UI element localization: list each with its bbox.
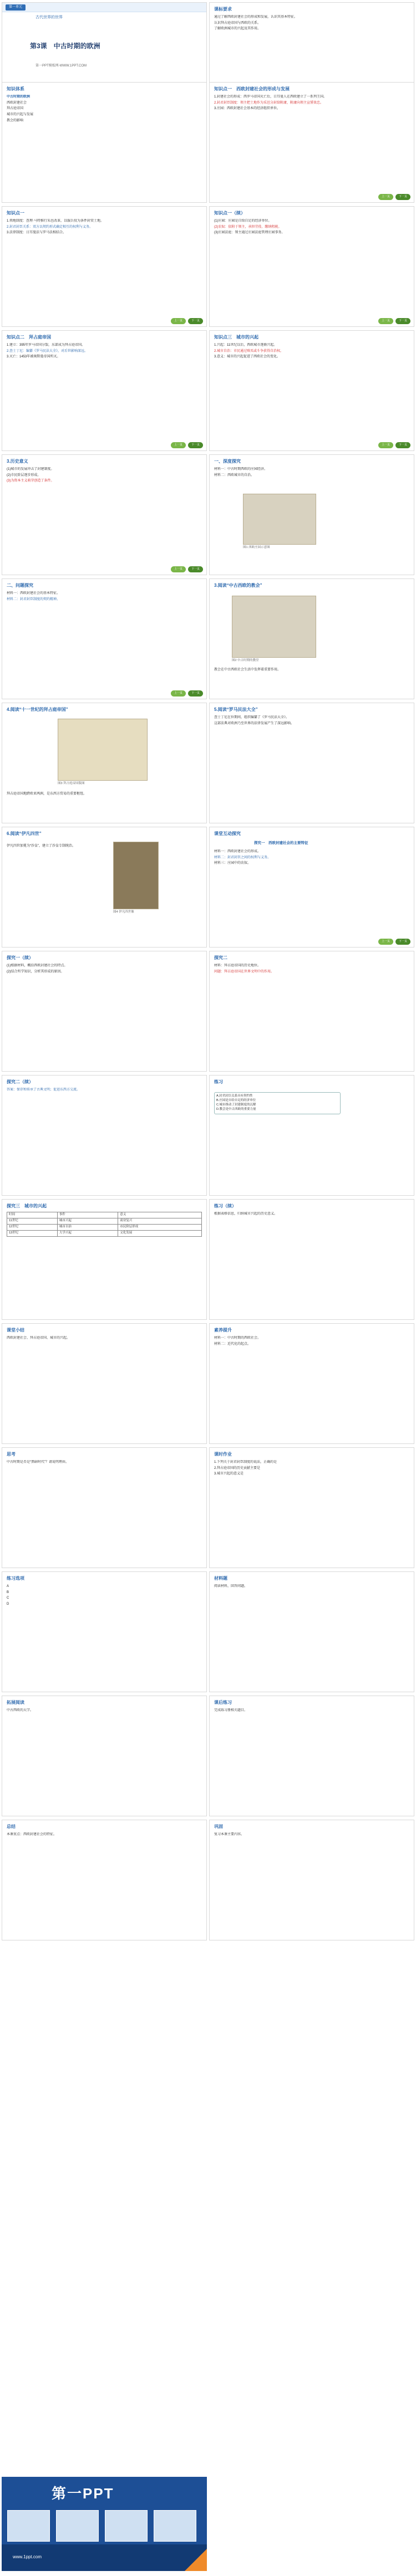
text-line: 3.灭亡：1453年被奥斯曼帝国所灭。 (7, 355, 60, 359)
prev-button[interactable]: 上一页 (171, 318, 186, 324)
slide-literacy (209, 1323, 414, 1444)
template-thumb[interactable] (105, 2510, 148, 2542)
template-thumb[interactable] (7, 2510, 50, 2542)
text-line: 1.下列关于封君封臣制度的说法，正确的是 (214, 1461, 277, 1464)
church-image (232, 596, 316, 658)
standard-item: 通过了解西欧封建社会的形成和发展，认识其基本特征。 (214, 16, 298, 19)
slide-roman-law (209, 703, 414, 823)
unit-tag: 第一单元 (6, 4, 26, 11)
slide-title: 知识点一 西欧封建社会的形成与发展 (214, 86, 290, 91)
option-d[interactable]: D.教会是中古西欧的重要力量 (216, 1107, 256, 1111)
text-line: 材料二：西欧城市的自治。 (214, 473, 255, 477)
text-line: (3)庄园法庭：领主通过庄园法庭管理庄园事务。 (214, 231, 285, 235)
slide-practice-2 (209, 1199, 414, 1320)
slide-title: 3.历史意义 (7, 459, 28, 464)
slide-knowledge-2 (2, 330, 207, 451)
option-b[interactable]: B (7, 1590, 9, 1594)
text-line: 材料二：封君封臣之间的权利与义务。 (214, 856, 271, 859)
option-d[interactable]: D (7, 1602, 9, 1606)
table-row (7, 1212, 202, 1218)
text-line: 西欧封建社会、拜占庭帝国、城市的兴起。 (7, 1336, 70, 1340)
prev-button[interactable]: 上一页 (171, 566, 186, 572)
prev-button[interactable]: 上一页 (171, 690, 186, 697)
ivan-portrait-image (113, 842, 159, 909)
slide-title: 课时作业 (214, 1452, 232, 1457)
slide-title: 3.阅读“中古西欧的教会” (214, 583, 262, 588)
image-caption: 图2 中古时期的教堂 (232, 659, 259, 662)
table-cell: 11世纪 (7, 1218, 58, 1224)
option-b[interactable]: B.庄园是自给自足的经济单位 (216, 1098, 256, 1102)
slide-title: 知识体系 (7, 86, 24, 91)
slide-title: 知识点一 (7, 211, 24, 216)
text-line: 伊凡四世加冕为“沙皇”，建立了沙皇专制统治。 (7, 844, 75, 848)
ppt-logo: 第一PPT (52, 2485, 114, 2502)
system-heading: 中古时期的欧洲 (7, 95, 31, 99)
standard-item: 认识拜占庭帝国与西欧的关系。 (214, 21, 261, 25)
slide-title: 知识点三 城市的兴起 (214, 335, 258, 340)
text-line: 材料：拜占庭帝国的历史地位。 (214, 964, 261, 967)
slide-deep-explore (209, 454, 414, 575)
text-line: 3.意义：城市的兴起促进了西欧社会的变化。 (214, 355, 281, 359)
prev-button[interactable]: 上一页 (378, 442, 393, 448)
text-line: 教会在中古西欧社会生活中发挥着重要作用。 (214, 668, 281, 672)
next-button[interactable]: 下一页 (188, 442, 203, 448)
slide-problem-explore (2, 578, 207, 699)
table-cell: 时间 (7, 1212, 58, 1218)
slide-subtitle: 探究一 西欧封建社会的主要特征 (254, 841, 308, 845)
slide-title: 5.阅读“罗马民法大全” (214, 707, 258, 712)
system-branch: 城市的兴起与发展 (7, 113, 34, 117)
slide-title: 知识点二 拜占庭帝国 (7, 335, 51, 340)
slide-explore-3 (2, 1199, 207, 1320)
text-line: 问题：拜占庭帝国在世界文明中的作用。 (214, 970, 275, 974)
standard-item: 了解欧洲城市的兴起及其作用。 (214, 27, 261, 31)
table-cell: 大学兴起 (57, 1230, 118, 1236)
next-button[interactable]: 下一页 (395, 939, 410, 945)
slide-knowledge-system (2, 82, 207, 203)
text-line: 材料二：封君封臣制度的契约精神。 (7, 597, 60, 601)
text-line: (2)农奴：依附于领主，承担劳役、缴纳租税。 (214, 225, 282, 229)
slide-practice (209, 1075, 414, 1196)
table-cell: 13世纪 (7, 1230, 58, 1236)
slide-title: 总结 (7, 1824, 16, 1829)
text-line: 2.查士丁尼：编纂《罗马民法大全》，对后世影响深远。 (7, 349, 88, 353)
table-cell: 文化发展 (118, 1230, 202, 1236)
slide-church (209, 578, 414, 699)
text-line: 1.封建社会的形成：西罗马帝国灭亡后，日耳曼人在西欧建立了一系列王国。 (214, 95, 327, 99)
text-line: 本课重点：西欧封建社会的特征。 (7, 1833, 57, 1836)
text-line: 拜占庭帝国地跨欧亚两洲，是东西方贸易的重要枢纽。 (7, 792, 87, 796)
next-button[interactable]: 下一页 (188, 566, 203, 572)
text-line: 3.庄园：西欧封建社会基本的经济组织单位。 (214, 107, 281, 111)
slide-explore-2 (209, 951, 414, 1072)
text-line: 3.城市兴起的意义是 (214, 1472, 244, 1476)
footer-strip (2, 2544, 207, 2571)
image-caption: 图4 伊凡四世像 (113, 910, 134, 914)
slide-ivan (2, 827, 207, 948)
text-line: 中古西欧的大学。 (7, 1709, 34, 1712)
prev-button[interactable]: 上一页 (378, 939, 393, 945)
slide-title: 探究二 (214, 955, 227, 960)
slide-knowledge-1b (2, 206, 207, 327)
table-cell: 12世纪 (7, 1224, 58, 1230)
next-button[interactable]: 下一页 (188, 690, 203, 697)
text-line: 这部法典对欧洲乃至世界的法律发展产生了深远影响。 (214, 721, 295, 725)
text-line: 材料三：庄园中的农奴。 (214, 862, 251, 866)
table-row (7, 1230, 202, 1236)
text-line: 查士丁尼在位期间，组织编纂了《罗马民法大全》。 (214, 716, 290, 719)
text-line: 复习本课主要内容。 (214, 1833, 245, 1836)
text-line: 完成练习册相关题目。 (214, 1709, 248, 1712)
slide-classroom-explore (209, 827, 414, 948)
slide-options (2, 1571, 207, 1692)
manor-map-image (243, 494, 316, 545)
prev-button[interactable]: 上一页 (378, 318, 393, 324)
slide-title: 探究二（续） (7, 1079, 33, 1084)
next-button[interactable]: 下一页 (395, 442, 410, 448)
text-line: (3)为资本主义萌芽创造了条件。 (7, 479, 54, 483)
text-line: 2.拜占庭帝国的历史贡献主要是 (214, 1466, 261, 1470)
slide-knowledge-3 (209, 330, 414, 451)
image-caption: 图3 拜占庭帝国版图 (58, 782, 85, 785)
slide-title: 探究一（续） (7, 955, 33, 960)
text-line: 2.封君封臣关系：双方以契约形式确定相互的权利与义务。 (7, 225, 93, 229)
text-line: 根据表格信息，归纳城市兴起的历史意义。 (214, 1212, 278, 1216)
text-line: 1.领地制度：查理·马特推行采邑改革，以服兵役为条件封赏土地。 (7, 219, 104, 223)
slide-knowledge-1 (209, 82, 414, 203)
ppt-footer-banner (2, 2477, 207, 2571)
text-line: 材料一：中古时期的西欧社会。 (214, 1336, 261, 1340)
slide-think (2, 1447, 207, 1568)
slide-title: 知识点一（续） (214, 211, 245, 216)
slide-title: 课堂互动探究 (214, 831, 241, 836)
slide-explore-2b (2, 1075, 207, 1196)
slide-title: 练习选项 (7, 1576, 24, 1581)
slide-title: 思考 (7, 1452, 16, 1457)
prev-button[interactable]: 上一页 (171, 442, 186, 448)
slide-title: 素养提升 (214, 1328, 232, 1333)
text-line: 材料一：西欧封建社会的形成。 (214, 850, 261, 853)
text-line: 1.兴起：11世纪以后，西欧城市逐渐兴起。 (214, 344, 277, 347)
slide-byzantine-map (2, 703, 207, 823)
slide-title: 练习 (214, 1079, 223, 1084)
slide-significance (2, 454, 207, 575)
slide-explore-1b (2, 951, 207, 1072)
next-button[interactable]: 下一页 (188, 318, 203, 324)
slide-title: 巩固 (214, 1824, 223, 1829)
slide-review (209, 1820, 414, 1940)
next-button[interactable]: 下一页 (395, 318, 410, 324)
text-line: 1.建立：395年罗马帝国分裂，东部成为拜占庭帝国。 (7, 344, 85, 347)
option-a[interactable]: A (7, 1585, 9, 1588)
template-thumb[interactable] (56, 2510, 99, 2542)
table-row (7, 1218, 202, 1224)
text-line: (2)市民阶层逐步形成。 (7, 473, 41, 477)
slide-extended (2, 1696, 207, 1816)
image-caption: 图1 西欧庄园示意图 (243, 546, 270, 549)
table-cell: 市民阶层形成 (118, 1224, 202, 1230)
slide-title: 课标要求 (214, 7, 232, 12)
template-thumb[interactable] (154, 2510, 196, 2542)
city-table (7, 1212, 202, 1237)
system-branch: 教会的影响 (7, 119, 24, 122)
lesson-title: 第3课 中古时期的欧洲 (30, 42, 100, 50)
table-cell: 城市兴起 (57, 1218, 118, 1224)
text-line: 材料一：中古时期西欧的庄园经济。 (214, 468, 268, 471)
table-cell: 商业复兴 (118, 1218, 202, 1224)
text-line: 3.法律制度：日耳曼法与罗马法相结合。 (7, 231, 67, 235)
slide-after-class (209, 1696, 414, 1816)
slide-title: 一、深度探究 (214, 459, 241, 464)
slide-material (209, 1571, 414, 1692)
option-c[interactable]: C (7, 1596, 9, 1600)
table-cell: 城市自治 (57, 1224, 118, 1230)
table-row (7, 1224, 202, 1230)
next-button[interactable]: 下一页 (395, 194, 410, 200)
slide-summary (2, 1323, 207, 1444)
prev-button[interactable]: 上一页 (378, 194, 393, 200)
slide-title: 4.阅读“十一世纪的拜占庭帝国” (7, 707, 68, 712)
slide-homework (209, 1447, 414, 1568)
text-line: (1)城市的发展冲击了封建制度。 (7, 468, 54, 471)
option-c[interactable]: C.城市推动了封建制度的瓦解 (216, 1103, 256, 1107)
system-branch: 西欧封建社会 (7, 101, 27, 105)
slide-title: 拓展阅读 (7, 1700, 24, 1705)
slide-title: 课堂小结 (7, 1328, 24, 1333)
slide-title: 练习（续） (214, 1204, 236, 1208)
text-line: 材料一：西欧封建社会的基本特征。 (7, 592, 60, 595)
text-line: 2.封君封臣制度：领主把土地作为采邑分封给附庸，附庸向领主宣誓效忠。 (214, 101, 324, 105)
option-a[interactable]: A.封君封臣关系具有契约性 (216, 1094, 253, 1098)
table-cell: 意义 (118, 1212, 202, 1218)
slide-header-bar (2, 3, 206, 12)
text-line: 答案：保存和传承了古典文明；促进东西方交流。 (7, 1088, 80, 1092)
table-cell: 事件 (57, 1212, 118, 1218)
text-line: 中古时期是否是“黑暗时代”？请说明理由。 (7, 1461, 69, 1464)
text-line: (2)结合所学知识，分析其形成的原因。 (7, 970, 64, 974)
text-line: (1)根据材料，概括西欧封建社会的特点。 (7, 964, 68, 967)
footer-url[interactable]: www.1ppt.com (13, 2554, 42, 2559)
text-line: 阅读材料，回答问题。 (214, 1585, 248, 1588)
text-line: 2.城市自治：市民通过赎买或斗争获得自治权。 (214, 349, 284, 353)
slide-title: 探究三 城市的兴起 (7, 1204, 47, 1208)
option-box (214, 1092, 341, 1114)
slide-knowledge-1c (209, 206, 414, 327)
slide-title: 材料题 (214, 1576, 227, 1581)
unit-name: 古代世界的世界 (35, 16, 63, 19)
site-url: 第一PPT模板网-WWW.1PPT.COM (35, 64, 87, 68)
slide-conclusion (2, 1820, 207, 1940)
text-line: 材料二：近代化的起点。 (214, 1342, 251, 1346)
slide-title: 课后练习 (214, 1700, 232, 1705)
system-branch: 拜占庭帝国 (7, 107, 24, 111)
byzantine-map-image (58, 719, 148, 781)
text-line: (1)庄园：庄园是自给自足的经济单位。 (214, 219, 272, 223)
slide-title: 6.阅读“伊凡四世” (7, 831, 42, 836)
slide-title: 二、问题探究 (7, 583, 33, 588)
